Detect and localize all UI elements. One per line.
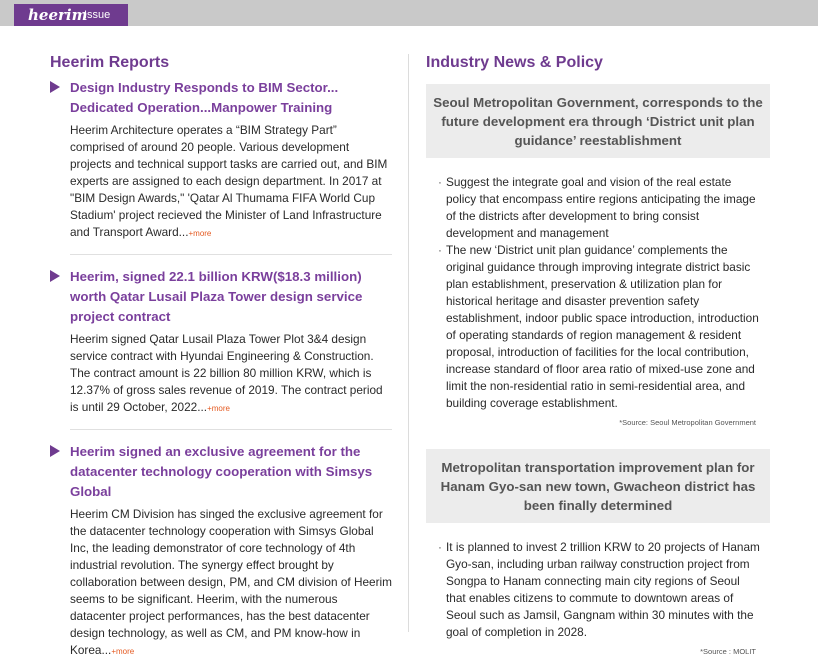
news-heading: Seoul Metropolitan Government, corresponds to the future development era through ‘District unit plan guidance’ reestablishment [426,84,770,158]
report-text: Heerim CM Division has singed the exclusive agreement for the datacenter technology cooperation with Simsys Global Inc, the leading demonstrator of core technology of 4th industrial revolution. The synergy effect brought by collaboration between design, PM, and CM division of Heerim seems to be significant. Heerim, with the numerous datacenter project performances, has the best datacenter design technology, as well as CM, and PM know-how in Korea... [70,507,392,657]
report-item-head [50,267,392,327]
news-heading: Metropolitan transportation improvement plan for Hanam Gyo-san new town, Gwacheon district has been finally determined [426,449,770,523]
triangle-bullet-icon [50,270,60,282]
report-item [50,78,392,242]
report-title[interactable]: Design Industry Responds to BIM Sector... Dedicated Operation...Manpower Training [70,80,339,115]
news-points [440,174,762,412]
report-item-head [50,442,392,502]
item-separator [70,429,392,430]
report-text: Heerim signed Qatar Lusail Plaza Tower Plot 3&4 design service contract with Hyundai Engineering & Construction. The contract amount is 22 billion 80 million KRW, which is 12.37% of gross sales revenue of 2019. The contract period is until 29 October, 2022... [70,332,383,414]
report-item-head [50,78,392,118]
heerim-reports-column [50,52,392,660]
section-title-industry-news: Industry News & Policy [426,54,603,71]
news-source: *Source: Seoul Metropolitan Government [619,418,756,427]
report-item [50,267,392,417]
issue-label: Issue [84,9,111,21]
news-point: · The new ‘District unit plan guidance’ complements the original guidance through improving integrate district basic plan establishment, preservation & utilization plan for historical heritage and disaster prevention safety establishment, indoor public space introduction, introduction of operating standards of region management & resident proposal, introduction of facilities for the local contribution, increase standard of floor area ratio of mixed-use zone and limit the non-residential ratio in semi-residential area, and building coverage establishment. [440,242,762,412]
report-item [50,442,392,660]
news-block [426,84,770,427]
brand-logo: heerim [28,6,88,24]
report-body [70,122,392,242]
brand-badge[interactable] [14,4,128,26]
triangle-bullet-icon [50,81,60,93]
report-title[interactable]: Heerim signed an exclusive agreement for the datacenter technology cooperation with Simsys Global [70,444,373,499]
report-body [70,331,392,417]
more-link[interactable]: +more [111,647,135,656]
news-point: · Suggest the integrate goal and vision of the real estate policy that encompass entire regions anticipating the image of the districts after development to bring consist development and management [440,174,762,242]
triangle-bullet-icon [50,445,60,457]
section-title-heerim-reports: Heerim Reports [50,54,170,71]
news-point: · It is planned to invest 2 trillion KRW to 20 projects of Hanam Gyo-san, including urban railway construction project from Songpa to Hanam connecting main city regions of Seoul that enables citizens to commute to downtown areas of Seoul such as Jamsil, Gangnam within 30 minutes with the goal of completion in 2028. [440,539,762,641]
more-link[interactable]: +more [188,229,212,238]
news-points [440,539,762,641]
report-body [70,506,392,660]
news-block [426,449,770,656]
report-title[interactable]: Heerim, signed 22.1 billion KRW($18.3 million) worth Qatar Lusail Plaza Tower design service project contract [70,269,363,324]
news-source: *Source : MOLIT [700,647,756,656]
industry-news-column [426,52,770,656]
more-link[interactable]: +more [207,404,230,413]
item-separator [70,254,392,255]
report-text: Heerim Architecture operates a “BIM Strategy Part” comprised of around 20 people. Various development projects and technical support tasks are carried out, and BIM experts are assigned to each design department. In 2017 at "BIM Design Awards," 'Qatar Al Thumama FIFA World Cup Stadium' project recieved the Minister of Land Infrastructure and Transport Award... [70,123,388,239]
column-divider [408,54,409,632]
